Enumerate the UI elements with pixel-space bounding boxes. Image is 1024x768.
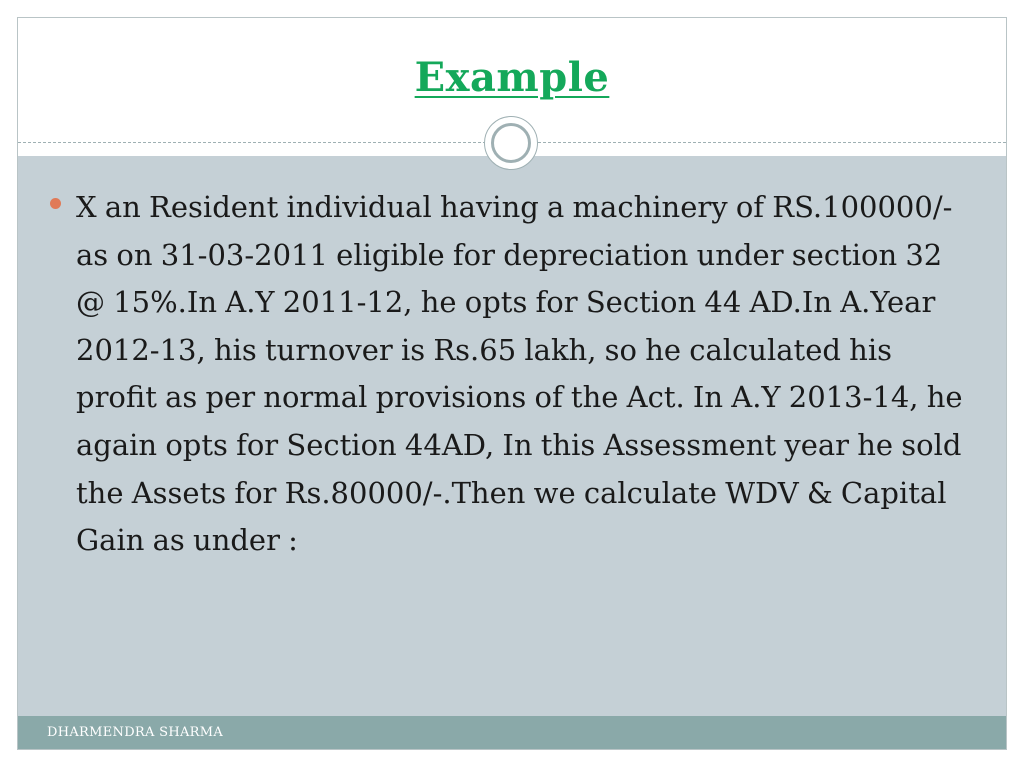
inner-circle-icon xyxy=(491,123,531,163)
circle-bullet-icon xyxy=(50,198,61,209)
bullet-text: X an Resident individual having a machinery of RS.100000/- as on 31-03-2011 eligible for depreciation under section 32 @ 15%.In A.Y 2011-12, he opts for Section 44 AD.In A.Year 2012-13, his turnover is Rs.65 lakh, so he calculated his profit as per normal provisions of the Act. In A.Y 2013-14, he again opts for Section 44AD, In this Assessment year he sold the Assets for Rs.80000/-.Then we calculate WDV & Capital Gain as under : xyxy=(76,190,963,558)
slide-title: Example xyxy=(414,54,610,101)
slide xyxy=(17,17,1007,750)
footer-bar xyxy=(18,716,1006,750)
footer-author: DHARMENDRA SHARMA xyxy=(47,725,224,740)
